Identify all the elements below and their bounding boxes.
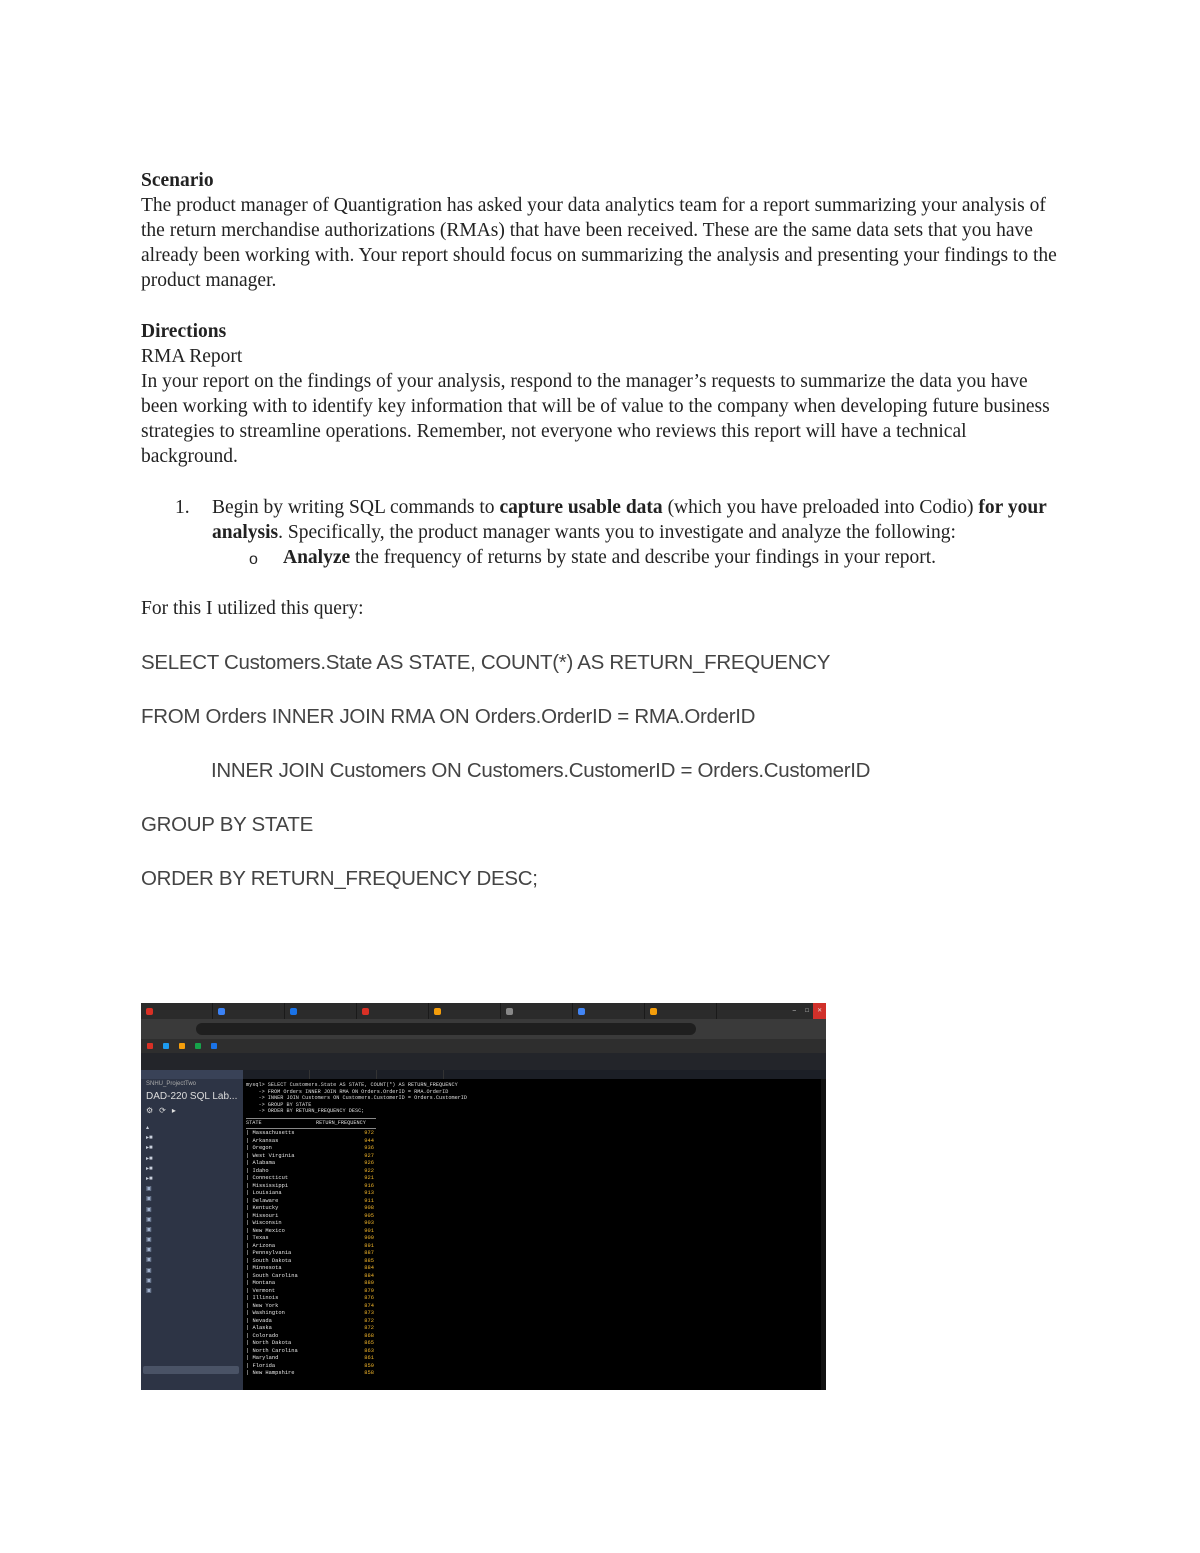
result-frequency: 927 (364, 1152, 374, 1159)
result-row (246, 1318, 376, 1326)
result-row (246, 1355, 376, 1363)
result-rows (246, 1130, 376, 1378)
side-scrollbar (143, 1366, 239, 1374)
tree-file (146, 1215, 243, 1225)
browser-tab (285, 1003, 357, 1019)
result-state: | Arkansas (246, 1137, 279, 1144)
result-frequency: 913 (364, 1190, 374, 1196)
result-state: | Maryland (246, 1355, 279, 1361)
document-body (141, 168, 1061, 893)
result-row (246, 1333, 376, 1341)
list-text: Begin by writing SQL commands to (212, 497, 500, 518)
tree-folder (146, 1133, 243, 1143)
result-row (246, 1288, 376, 1296)
result-row (246, 1205, 376, 1213)
window-controls (788, 1003, 826, 1019)
result-frequency: 868 (364, 1332, 374, 1339)
result-row (246, 1168, 376, 1176)
tree-folder (146, 1164, 243, 1174)
project-title: DAD-220 SQL Lab... (146, 1091, 238, 1102)
result-header (246, 1120, 376, 1127)
result-frequency: 865 (364, 1340, 374, 1346)
tree-file (146, 1184, 243, 1194)
result-frequency: 884 (364, 1272, 374, 1279)
play-icon: ▸ (171, 1106, 176, 1115)
project-owner: SNHU_ProjectTwo (146, 1081, 197, 1087)
directions-text: In your report on the findings of your analysis, respond to the manager’s requests to summarize the data you have been working with to identify key information that will be of value to the company when developing future business strategies to streamline operations. Remember, not everyone who reviews this report will have a technical background. (141, 371, 1050, 467)
result-row (246, 1325, 376, 1333)
tree-file (146, 1255, 243, 1265)
terminal-tab (377, 1070, 444, 1079)
browser-tab (573, 1003, 645, 1019)
maximize-icon: □ (805, 1008, 809, 1014)
result-frequency: 880 (364, 1280, 374, 1286)
browser-tab (645, 1003, 717, 1019)
result-state: | Delaware (246, 1197, 279, 1204)
tree-file (146, 1286, 243, 1296)
result-state: | New Mexico (246, 1227, 285, 1234)
col-state-header: STATE (246, 1120, 262, 1126)
list-item (175, 495, 1061, 570)
result-frequency: 859 (364, 1362, 374, 1369)
bullet-icon: o (249, 551, 258, 568)
codio-screenshot (141, 1003, 826, 1390)
result-state: | Vermont (246, 1287, 276, 1294)
result-frequency: 911 (364, 1197, 374, 1204)
result-row (246, 1348, 376, 1356)
result-row (246, 1363, 376, 1371)
result-state: | Mississippi (246, 1182, 289, 1189)
terminal-panel (243, 1070, 826, 1390)
result-state: | West Virginia (246, 1152, 295, 1159)
tree-folder (146, 1174, 243, 1184)
bookmark-item (195, 1043, 201, 1049)
result-row (246, 1153, 376, 1161)
result-row (246, 1370, 376, 1378)
terminal-line: -> ORDER BY RETURN_FREQUENCY DESC; (246, 1108, 365, 1115)
url-field (196, 1023, 696, 1035)
result-frequency: 903 (364, 1220, 374, 1226)
result-frequency: 861 (364, 1355, 374, 1361)
tree-file (146, 1266, 243, 1276)
result-row (246, 1235, 376, 1243)
result-row (246, 1243, 376, 1251)
result-state: | South Dakota (246, 1257, 292, 1264)
list-number: 1. (175, 497, 190, 518)
result-state: | Idaho (246, 1167, 269, 1174)
result-row (246, 1250, 376, 1258)
list-bold-text: capture usable data (499, 497, 663, 518)
result-frequency: 876 (364, 1295, 374, 1301)
result-row (246, 1228, 376, 1236)
result-state: | Texas (246, 1235, 269, 1241)
sql-line-order: ORDER BY RETURN_FREQUENCY DESC; (141, 867, 538, 890)
result-frequency: 908 (364, 1205, 374, 1211)
result-state: | Kentucky (246, 1205, 279, 1211)
terminal-line: -> INNER JOIN Customers ON Customers.CustomerID = Orders.CustomerID (246, 1095, 468, 1102)
rma-report-subheading: RMA Report (141, 346, 243, 367)
gear-icon: ⚙ (146, 1106, 154, 1115)
result-row (246, 1265, 376, 1273)
tree-file (146, 1245, 243, 1255)
result-frequency: 872 (364, 1317, 374, 1324)
result-frequency: 863 (364, 1347, 374, 1354)
result-frequency: 879 (364, 1287, 374, 1294)
tree-file (146, 1276, 243, 1286)
result-state: | Connecticut (246, 1175, 289, 1181)
result-state: | Pennsylvania (246, 1250, 292, 1256)
result-row (246, 1190, 376, 1198)
browser-tab (501, 1003, 573, 1019)
tree-root (146, 1123, 243, 1133)
result-state: | Illinois (246, 1295, 279, 1301)
result-frequency: 905 (364, 1212, 374, 1219)
result-frequency: 916 (364, 1182, 374, 1189)
file-tree (141, 1119, 243, 1296)
list-bold-text: for your analysis (212, 497, 1047, 543)
result-row (246, 1160, 376, 1168)
result-frequency: 891 (364, 1242, 374, 1249)
result-frequency: 921 (364, 1175, 374, 1181)
bookmark-item (179, 1043, 185, 1049)
codio-menu-bar (141, 1053, 826, 1070)
result-row (246, 1145, 376, 1153)
result-frequency: 922 (364, 1167, 374, 1174)
browser-tab-bar (141, 1003, 826, 1019)
query-results (246, 1117, 376, 1378)
scenario-text: The product manager of Quantigration has asked your data analytics team for a report summarizing your analysis of the return merchandise authorizations (RMAs) that have been received. These are the same data sets that you have already been working with. Your report should focus on summarizing the analysis and presenting your findings to the product manager. (141, 195, 1057, 291)
result-state: | New York (246, 1302, 279, 1309)
result-state: | Nevada (246, 1317, 272, 1324)
result-row (246, 1280, 376, 1288)
result-row (246, 1273, 376, 1281)
file-tree-panel (141, 1070, 243, 1390)
sql-line-group: GROUP BY STATE (141, 813, 313, 836)
result-state: | Oregon (246, 1145, 272, 1151)
terminal-tab (243, 1070, 310, 1079)
result-frequency: 858 (364, 1370, 374, 1376)
result-state: | Massachusetts (246, 1130, 295, 1136)
result-row (246, 1130, 376, 1138)
bookmark-item (163, 1043, 169, 1049)
result-divider (246, 1118, 376, 1119)
terminal-line: mysql> SELECT Customers.State AS STATE, COUNT(*) AS RETURN_FREQUENCY (246, 1082, 458, 1088)
result-state: | Alaska (246, 1325, 272, 1331)
scenario-heading: Scenario (141, 170, 214, 191)
directions-heading: Directions (141, 321, 227, 342)
terminal-line: -> GROUP BY STATE (246, 1101, 312, 1108)
sub-text: the frequency of returns by state and describe your findings in your report. (350, 547, 937, 568)
result-frequency: 944 (364, 1137, 374, 1144)
tree-file (146, 1225, 243, 1235)
result-state: | New Hampshire (246, 1370, 295, 1376)
result-frequency: 872 (364, 1325, 374, 1331)
refresh-icon: ⟳ (159, 1106, 166, 1115)
result-row (246, 1303, 376, 1311)
result-frequency: 936 (364, 1145, 374, 1151)
result-row (246, 1213, 376, 1221)
terminal-scrollbar (821, 1079, 826, 1390)
list-text: (which you have preloaded into Codio) (662, 497, 979, 518)
result-state: | Alabama (246, 1160, 276, 1166)
query-intro: For this I utilized this query: (141, 598, 364, 619)
result-state: | Minnesota (246, 1265, 282, 1271)
result-state: | Colorado (246, 1332, 279, 1339)
terminal-tab (310, 1070, 377, 1079)
address-bar (141, 1019, 826, 1039)
browser-tab (357, 1003, 429, 1019)
bookmark-item (147, 1043, 153, 1049)
result-frequency: 926 (364, 1160, 374, 1166)
result-state: | Montana (246, 1280, 276, 1286)
sql-line-join: INNER JOIN Customers ON Customers.CustomerID = Orders.CustomerID (211, 759, 871, 782)
tree-folder (146, 1143, 243, 1153)
side-tools (141, 1102, 243, 1119)
result-row (246, 1258, 376, 1266)
tree-folder (146, 1154, 243, 1164)
result-row (246, 1340, 376, 1348)
sql-line-from: FROM Orders INNER JOIN RMA ON Orders.OrderID = RMA.OrderID (141, 705, 756, 728)
result-row (246, 1175, 376, 1183)
browser-tab (141, 1003, 213, 1019)
browser-tab (213, 1003, 285, 1019)
sql-line-select: SELECT Customers.State AS STATE, COUNT(*) AS RETURN_FREQUENCY (141, 651, 831, 674)
result-state: | Arizona (246, 1242, 276, 1249)
result-row (246, 1183, 376, 1191)
result-state: | Florida (246, 1362, 276, 1369)
tree-file (146, 1205, 243, 1215)
result-row (246, 1310, 376, 1318)
result-frequency: 874 (364, 1302, 374, 1309)
result-row (246, 1220, 376, 1228)
tree-file (146, 1235, 243, 1245)
result-state: | Louisiana (246, 1190, 282, 1196)
col-freq-header: RETURN_FREQUENCY (316, 1120, 366, 1126)
result-row (246, 1295, 376, 1303)
terminal-line: -> FROM Orders INNER JOIN RMA ON Orders.OrderID = RMA.OrderID (246, 1088, 449, 1095)
result-state: | North Dakota (246, 1340, 292, 1346)
browser-tab (429, 1003, 501, 1019)
terminal-tabs (243, 1070, 826, 1079)
terminal-command (243, 1079, 826, 1115)
bookmark-item (211, 1043, 217, 1049)
close-icon: ✕ (813, 1003, 826, 1019)
result-frequency: 873 (364, 1310, 374, 1316)
result-frequency: 884 (364, 1265, 374, 1271)
sub-list-item (249, 545, 1061, 570)
result-frequency: 972 (364, 1130, 374, 1136)
result-frequency: 901 (364, 1227, 374, 1234)
result-state: | North Carolina (246, 1347, 298, 1354)
result-divider (246, 1128, 376, 1129)
result-frequency: 887 (364, 1250, 374, 1256)
result-state: | South Carolina (246, 1272, 298, 1279)
result-frequency: 885 (364, 1257, 374, 1264)
list-text: . Specifically, the product manager wants you to investigate and analyze the following: (278, 522, 956, 543)
tree-file (146, 1194, 243, 1204)
result-row (246, 1198, 376, 1206)
result-state: | Washington (246, 1310, 285, 1316)
result-row (246, 1138, 376, 1146)
bookmarks-bar (141, 1039, 826, 1053)
side-panel-header (141, 1070, 243, 1079)
minimize-icon: – (792, 1008, 796, 1014)
result-state: | Wisconsin (246, 1220, 282, 1226)
result-frequency: 900 (364, 1235, 374, 1241)
result-state: | Missouri (246, 1212, 279, 1219)
sub-bold-text: Analyze (283, 547, 351, 568)
